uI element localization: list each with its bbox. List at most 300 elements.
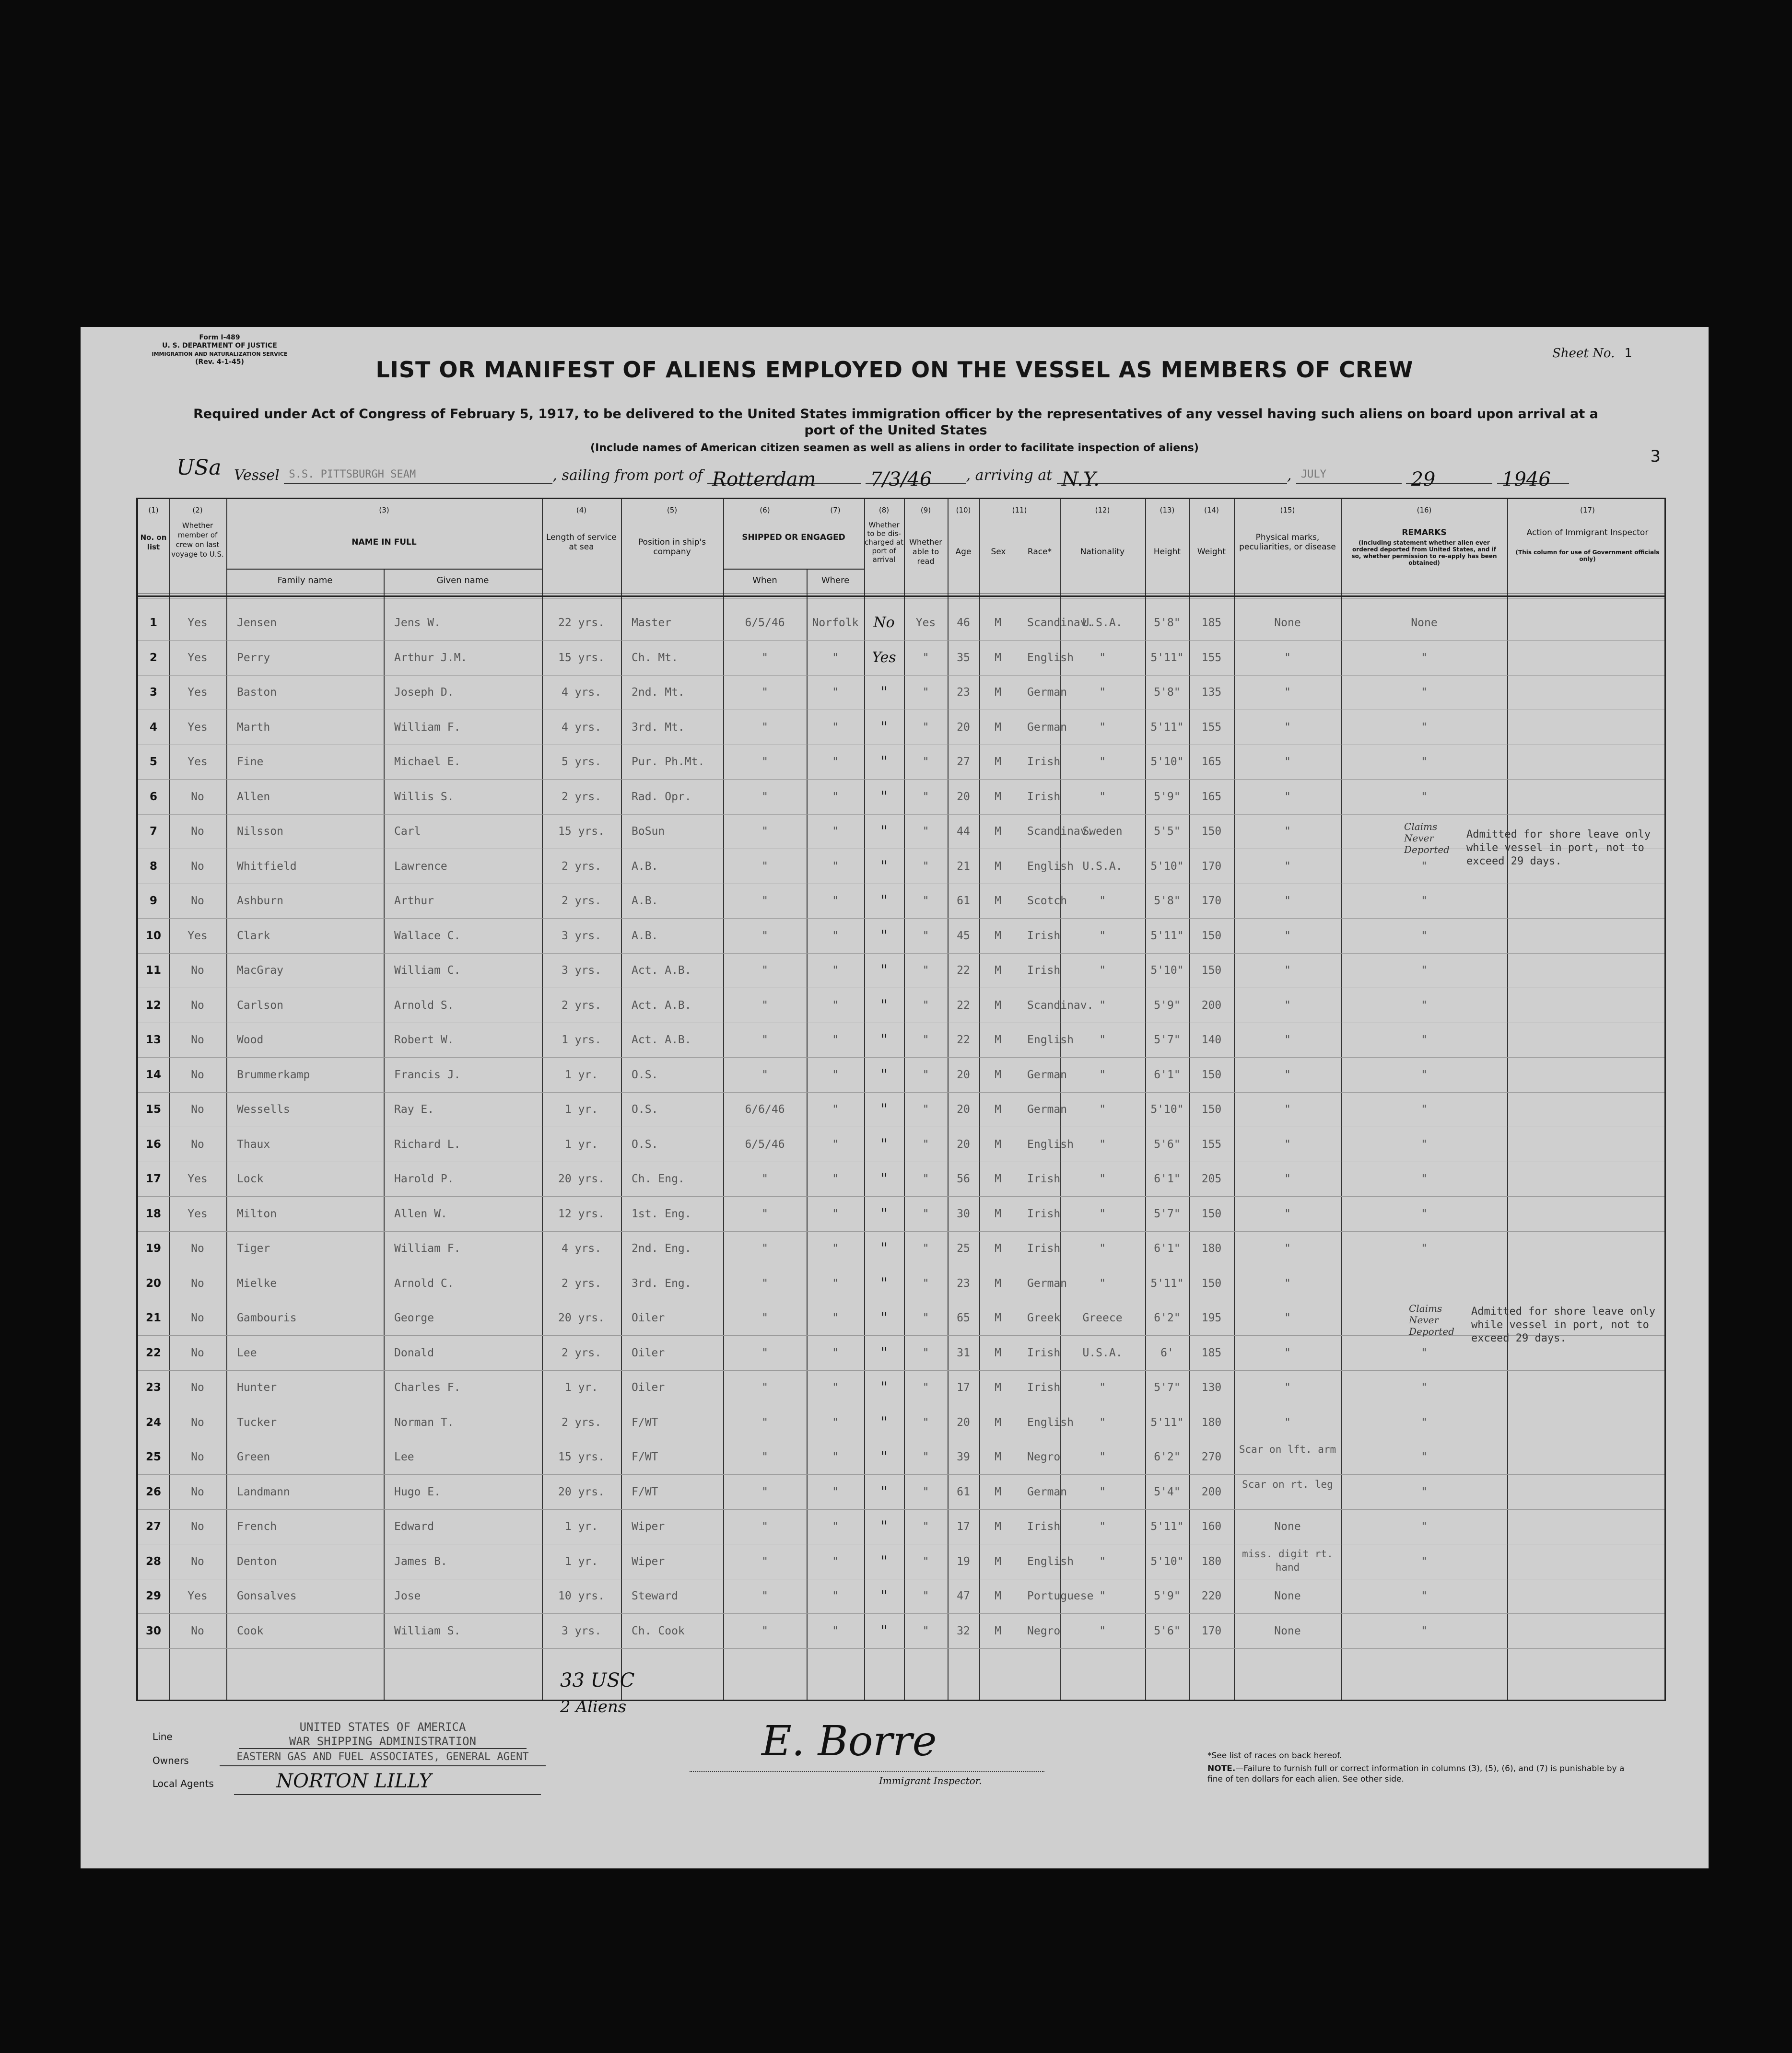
revision-date: (Rev. 4-1-45): [195, 358, 244, 366]
cell-weight: 185: [1201, 617, 1222, 629]
cell-member: No: [191, 860, 204, 873]
cell-race: German: [1027, 686, 1067, 699]
cell-height: 6'1": [1154, 1068, 1181, 1081]
arrival-year: 1946: [1497, 468, 1569, 484]
cell-sex: M: [995, 1485, 1001, 1498]
cell-member: No: [191, 1416, 204, 1429]
cell-nationality: ": [1099, 1624, 1106, 1637]
cell-remarks: ": [1421, 1624, 1428, 1637]
cell-family: Nilsson: [237, 825, 283, 838]
cell-sex: M: [995, 825, 1001, 838]
table-row: [138, 1509, 1664, 1544]
cell-when: ": [761, 1624, 768, 1637]
cell-physical: ": [1284, 825, 1291, 838]
table-row: [138, 1058, 1664, 1093]
cell-weight: 150: [1201, 1277, 1222, 1290]
cell-family: Allen: [237, 790, 270, 803]
cell-family: Milton: [237, 1207, 277, 1220]
cell-family: Green: [237, 1451, 270, 1463]
cell-nationality: ": [1099, 686, 1106, 699]
cell-race: German: [1027, 1277, 1067, 1290]
cell-when: ": [761, 651, 768, 664]
cell-length: 20 yrs.: [558, 1485, 605, 1498]
cell-race: Negro: [1027, 1451, 1061, 1463]
cell-height: 5'5": [1154, 825, 1181, 838]
cell-no: 16: [145, 1138, 161, 1151]
header-remarks: REMARKS: [1402, 528, 1447, 537]
cell-weight: 170: [1201, 860, 1222, 873]
service-name: IMMIGRATION AND NATURALIZATION SERVICE: [152, 351, 288, 357]
cell-length: 2 yrs.: [561, 1277, 602, 1290]
header-weight: Weight: [1197, 547, 1226, 557]
cell-given: William F.: [394, 1242, 461, 1255]
cell-given: Arnold C.: [394, 1277, 454, 1290]
cell-physical: ": [1284, 1068, 1291, 1081]
cell-discharged: No: [873, 614, 895, 631]
cell-length: 2 yrs.: [561, 999, 602, 1012]
cell-sex: M: [995, 721, 1001, 734]
cell-discharged: ": [880, 1413, 888, 1431]
cell-member: Yes: [187, 1590, 208, 1602]
cell-when: ": [761, 721, 768, 734]
legal-requirement: Required under Act of Congress of February 5, 1917, to be delivered to the United States immigration officer by the representatives of any vessel having such aliens on board upon arrival at a port of the United States: [193, 407, 1598, 438]
cell-when: ": [761, 1416, 768, 1429]
cell-age: 20: [957, 1138, 970, 1151]
cell-length: 1 yr.: [564, 1381, 598, 1394]
cell-when: ": [761, 1068, 768, 1081]
table-row: [138, 1475, 1664, 1510]
cell-sex: M: [995, 1555, 1001, 1568]
cell-where: ": [832, 651, 839, 664]
cell-height: 5'11": [1150, 929, 1184, 942]
cell-position: Steward: [632, 1590, 678, 1602]
cell-age: 45: [957, 929, 970, 942]
cell-position: F/WT: [632, 1485, 658, 1498]
cell-race: English: [1027, 1034, 1074, 1046]
page-title: LIST OR MANIFEST OF ALIENS EMPLOYED ON THE VESSEL AS MEMBERS OF CREW: [375, 357, 1414, 383]
cell-length: 20 yrs.: [558, 1312, 605, 1324]
cell-physical: Scar on lft. arm: [1239, 1444, 1336, 1455]
sailing-label: sailing from port of: [562, 467, 703, 484]
cell-read: ": [922, 860, 929, 873]
column-number: (2): [192, 506, 203, 514]
cell-when: ": [761, 999, 768, 1012]
cell-length: 10 yrs.: [558, 1590, 605, 1602]
agents-label: Local Agents: [152, 1778, 214, 1789]
cell-remarks: ": [1421, 790, 1428, 803]
cell-discharged: ": [880, 1379, 888, 1396]
cell-length: 2 yrs.: [561, 1346, 602, 1359]
cell-age: 61: [957, 895, 970, 907]
cell-physical: ": [1284, 756, 1291, 768]
table-row: [138, 1266, 1664, 1301]
cell-nationality: ": [1099, 999, 1106, 1012]
owners-label: Owners: [152, 1755, 189, 1766]
cell-member: No: [191, 1555, 204, 1568]
cell-read: ": [922, 1207, 929, 1220]
cell-race: English: [1027, 1416, 1074, 1429]
column-number: (6): [760, 506, 770, 514]
cell-nationality: ": [1099, 1590, 1106, 1602]
department-name: U. S. DEPARTMENT OF JUSTICE: [162, 342, 277, 350]
cell-where: ": [832, 1590, 839, 1602]
cell-when: ": [761, 1277, 768, 1290]
cell-weight: 220: [1201, 1590, 1222, 1602]
cell-discharged: ": [880, 684, 888, 700]
cell-length: 22 yrs.: [558, 617, 605, 629]
cell-where: ": [832, 895, 839, 907]
cell-height: 6'1": [1154, 1173, 1181, 1185]
cell-where: ": [832, 1068, 839, 1081]
cell-physical: ": [1284, 1416, 1291, 1429]
cell-when: ": [761, 1451, 768, 1463]
cell-nationality: U.S.A.: [1082, 1346, 1123, 1359]
cell-member: No: [191, 1624, 204, 1637]
cell-read: ": [922, 1451, 929, 1463]
cell-length: 3 yrs.: [561, 964, 602, 977]
cell-height: 5'10": [1150, 756, 1184, 768]
cell-sex: M: [995, 860, 1001, 873]
cell-weight: 205: [1201, 1173, 1222, 1185]
cell-member: No: [191, 1277, 204, 1290]
cell-family: MacGray: [237, 964, 283, 977]
cell-member: No: [191, 895, 204, 907]
total-us-citizens: 33 USC: [560, 1669, 635, 1691]
cell-race: Greek: [1027, 1312, 1061, 1324]
cell-when: 6/6/46: [745, 1103, 785, 1116]
cell-physical: ": [1284, 1173, 1291, 1185]
cell-read: ": [922, 929, 929, 942]
cell-weight: 180: [1201, 1242, 1222, 1255]
cell-where: ": [832, 1624, 839, 1637]
cell-no: 4: [149, 721, 157, 734]
cell-given: Michael E.: [394, 756, 461, 768]
cell-read: ": [922, 1485, 929, 1498]
cell-remarks: ": [1421, 1555, 1428, 1568]
cell-where: ": [832, 1346, 839, 1359]
cell-sex: M: [995, 1173, 1001, 1185]
column-number: (13): [1160, 506, 1175, 514]
table-row: [138, 641, 1664, 676]
cell-physical: Scar on rt. leg: [1242, 1478, 1333, 1490]
column-number: (7): [830, 506, 841, 514]
cell-given: William F.: [394, 721, 461, 734]
cell-read: ": [922, 999, 929, 1012]
cell-remarks: ": [1421, 929, 1428, 942]
cell-sex: M: [995, 1381, 1001, 1394]
cell-family: Clark: [237, 929, 270, 942]
cell-family: Lock: [237, 1173, 264, 1185]
cell-given: Richard L.: [394, 1138, 461, 1151]
cell-sex: M: [995, 1451, 1001, 1463]
header-nationality: Nationality: [1080, 547, 1125, 557]
cell-physical: ": [1284, 686, 1291, 699]
sheet-number-label: Sheet No.: [1552, 346, 1615, 361]
cell-sex: M: [995, 1068, 1001, 1081]
cell-family: Mielke: [237, 1277, 277, 1290]
cell-physical: ": [1284, 1381, 1291, 1394]
cell-remarks: ": [1421, 651, 1428, 664]
cell-height: 5'4": [1154, 1485, 1181, 1498]
cell-discharged: ": [880, 1622, 888, 1639]
cell-length: 2 yrs.: [561, 790, 602, 803]
cell-no: 15: [145, 1103, 161, 1116]
cell-physical: ": [1284, 790, 1291, 803]
cell-family: Perry: [237, 651, 270, 664]
table-row: [138, 919, 1664, 954]
cell-weight: 200: [1201, 1485, 1222, 1498]
cell-physical: ": [1284, 964, 1291, 977]
cell-race: Irish: [1027, 1242, 1061, 1255]
table-row: [138, 675, 1664, 710]
cell-physical: ": [1284, 895, 1291, 907]
cell-remarks: ": [1421, 1451, 1428, 1463]
cell-given: Robert W.: [394, 1034, 454, 1046]
cell-sex: M: [995, 1242, 1001, 1255]
cell-family: Hunter: [237, 1381, 277, 1394]
cell-weight: 200: [1201, 999, 1222, 1012]
header-shipped-engaged: SHIPPED OR ENGAGED: [742, 533, 845, 542]
cell-position: Wiper: [632, 1520, 665, 1533]
cell-position: O.S.: [632, 1068, 658, 1081]
manifest-sheet: [81, 327, 1709, 1868]
column-number: (10): [956, 506, 971, 514]
cell-age: 23: [957, 686, 970, 699]
cell-family: Wood: [237, 1034, 264, 1046]
column-number: (17): [1580, 506, 1595, 514]
cell-when: 6/5/46: [745, 1138, 785, 1151]
cell-physical: ": [1284, 1103, 1291, 1116]
cell-discharged: Yes: [872, 649, 896, 666]
cell-read: ": [922, 1555, 929, 1568]
cell-discharged: ": [880, 1101, 888, 1118]
table-row: [138, 1231, 1664, 1266]
cell-no: 24: [145, 1416, 161, 1429]
cell-weight: 150: [1201, 964, 1222, 977]
cell-remarks: ": [1421, 686, 1428, 699]
arrival-day: 29: [1406, 468, 1492, 484]
sheet-number: [1552, 346, 1632, 361]
cell-physical: ": [1284, 1346, 1291, 1359]
cell-height: 6': [1160, 1346, 1174, 1359]
cell-family: Baston: [237, 686, 277, 699]
cell-member: Yes: [187, 651, 208, 664]
cell-height: 5'6": [1154, 1624, 1181, 1637]
cell-no: 11: [145, 964, 161, 977]
cell-age: 20: [957, 790, 970, 803]
cell-remarks: ": [1421, 860, 1428, 873]
cell-race: Irish: [1027, 1381, 1061, 1394]
cell-family: Gambouris: [237, 1312, 297, 1324]
vessel-line: Vessel S.S. PITTSBURGH SEAM , sailing from port of Rotterdam 7/3/46 , arriving at N.Y. , JULY 29 1946: [234, 467, 1569, 484]
cell-race: German: [1027, 1485, 1067, 1498]
cell-where: ": [832, 964, 839, 977]
table-row: [138, 1336, 1664, 1371]
cell-no: 6: [149, 790, 157, 803]
cell-when: 6/5/46: [745, 617, 785, 629]
cell-height: 5'11": [1150, 1277, 1184, 1290]
column-number: (9): [920, 506, 931, 514]
cell-race: Irish: [1027, 1207, 1061, 1220]
cell-where: ": [832, 929, 839, 942]
cell-read: ": [922, 756, 929, 768]
cell-nationality: ": [1099, 721, 1106, 734]
cell-when: ": [761, 1173, 768, 1185]
cell-sex: M: [995, 1312, 1001, 1324]
margin-note: USa: [176, 455, 222, 480]
cell-no: 30: [145, 1624, 161, 1637]
cell-given: James B.: [394, 1555, 447, 1568]
cell-discharged: ": [880, 1518, 888, 1535]
header-physical-marks: Physical marks, peculiarities, or disease: [1239, 533, 1336, 552]
cell-age: 35: [957, 651, 970, 664]
cell-race: Scandinav.: [1027, 825, 1094, 838]
cell-read: ": [922, 1520, 929, 1533]
cell-length: 4 yrs.: [561, 721, 602, 734]
cell-length: 1 yr.: [564, 1068, 598, 1081]
cell-weight: 140: [1201, 1034, 1222, 1046]
column-number: (11): [1012, 506, 1027, 514]
cell-weight: 180: [1201, 1416, 1222, 1429]
cell-read: ": [922, 1346, 929, 1359]
cell-discharged: ": [880, 1240, 888, 1257]
cell-race: Scandinav.: [1027, 999, 1094, 1012]
cell-read: ": [922, 964, 929, 977]
signature-line: [690, 1771, 1044, 1772]
cell-when: ": [761, 686, 768, 699]
cell-where: ": [832, 790, 839, 803]
table-row: [138, 745, 1664, 780]
table-row: [138, 1544, 1664, 1579]
cell-read: ": [922, 686, 929, 699]
cell-nationality: U.S.A.: [1082, 617, 1123, 629]
table-row: [138, 780, 1664, 815]
sailing-date: 7/3/46: [866, 468, 966, 484]
cell-discharged: ": [880, 1587, 888, 1604]
cell-read: ": [922, 1590, 929, 1602]
cell-age: 20: [957, 1416, 970, 1429]
cell-age: 22: [957, 964, 970, 977]
header-name-full: NAME IN FULL: [351, 537, 417, 547]
cell-given: Lawrence: [394, 860, 447, 873]
cell-when: ": [761, 964, 768, 977]
cell-sex: M: [995, 1138, 1001, 1151]
cell-sex: M: [995, 929, 1001, 942]
cell-given: Willis S.: [394, 790, 454, 803]
cell-no: 26: [145, 1485, 161, 1498]
cell-no: 20: [145, 1277, 161, 1290]
cell-family: Carlson: [237, 999, 283, 1012]
cell-given: Harold P.: [394, 1173, 454, 1185]
header-race: Race*: [1027, 547, 1052, 557]
column-number: (16): [1417, 506, 1432, 514]
cell-position: F/WT: [632, 1451, 658, 1463]
cell-remarks: ": [1421, 1346, 1428, 1359]
cell-sex: M: [995, 964, 1001, 977]
form-number: Form I-489: [199, 334, 240, 341]
owners-underline: [220, 1765, 546, 1766]
cell-age: 20: [957, 1068, 970, 1081]
cell-member: No: [191, 1034, 204, 1046]
cell-weight: 160: [1201, 1520, 1222, 1533]
cell-remarks: ": [1421, 1416, 1428, 1429]
cell-no: 13: [145, 1034, 161, 1046]
line-value: UNITED STATES OF AMERICA: [299, 1720, 466, 1734]
cell-weight: 180: [1201, 1555, 1222, 1568]
header-when: When: [752, 575, 777, 585]
cell-length: 2 yrs.: [561, 895, 602, 907]
cell-age: 47: [957, 1590, 970, 1602]
cell-remarks: None: [1411, 617, 1438, 629]
cell-read: ": [922, 1242, 929, 1255]
cell-height: 5'11": [1150, 721, 1184, 734]
cell-length: 15 yrs.: [558, 825, 605, 838]
header-sex: Sex: [991, 547, 1006, 557]
cell-age: 22: [957, 1034, 970, 1046]
cell-family: French: [237, 1520, 277, 1533]
cell-given: Ray E.: [394, 1103, 434, 1116]
cell-read: ": [922, 1416, 929, 1429]
cell-weight: 150: [1201, 929, 1222, 942]
cell-sex: M: [995, 1103, 1001, 1116]
cell-nationality: ": [1099, 1485, 1106, 1498]
cell-discharged: ": [880, 1274, 888, 1292]
cell-nationality: ": [1099, 964, 1106, 977]
cell-race: Irish: [1027, 790, 1061, 803]
cell-age: 65: [957, 1312, 970, 1324]
header-action-sub: (This column for use of Government officials only): [1515, 549, 1660, 562]
column-number: (8): [878, 506, 890, 514]
cell-member: No: [191, 1242, 204, 1255]
cell-discharged: ": [880, 1448, 888, 1465]
cell-given: Norman T.: [394, 1416, 454, 1429]
cell-read: ": [922, 790, 929, 803]
cell-height: 5'6": [1154, 1138, 1181, 1151]
cell-position: F/WT: [632, 1416, 658, 1429]
header-able-to-read: Whether able to read: [909, 537, 942, 566]
sailing-port: Rotterdam: [707, 468, 861, 484]
cell-weight: 170: [1201, 895, 1222, 907]
cell-given: Jose: [394, 1590, 421, 1602]
cell-weight: 165: [1201, 756, 1222, 768]
cell-weight: 170: [1201, 1624, 1222, 1637]
cell-sex: M: [995, 1346, 1001, 1359]
cell-nationality: ": [1099, 1034, 1106, 1046]
column-number: (14): [1204, 506, 1219, 514]
cell-where: ": [832, 825, 839, 838]
cell-position: Act. A.B.: [632, 964, 691, 977]
cell-nationality: ": [1099, 1103, 1106, 1116]
cell-age: 56: [957, 1173, 970, 1185]
cell-race: Negro: [1027, 1624, 1061, 1637]
cell-race: Portuguese: [1027, 1590, 1094, 1602]
cell-family: Jensen: [237, 617, 277, 629]
cell-position: 2nd. Eng.: [632, 1242, 691, 1255]
cell-height: 5'10": [1150, 1555, 1184, 1568]
cell-member: No: [191, 1103, 204, 1116]
crew-table: [136, 498, 1666, 1701]
header-where: Where: [821, 575, 850, 585]
cell-nationality: ": [1099, 1520, 1106, 1533]
cell-nationality: ": [1099, 1555, 1106, 1568]
cell-remarks: ": [1421, 895, 1428, 907]
cell-no: 5: [149, 756, 157, 768]
column-number: (4): [576, 506, 587, 514]
cell-when: ": [761, 1207, 768, 1220]
cell-no: 1: [149, 617, 157, 629]
cell-length: 4 yrs.: [561, 686, 602, 699]
cell-remarks: ": [1421, 721, 1428, 734]
